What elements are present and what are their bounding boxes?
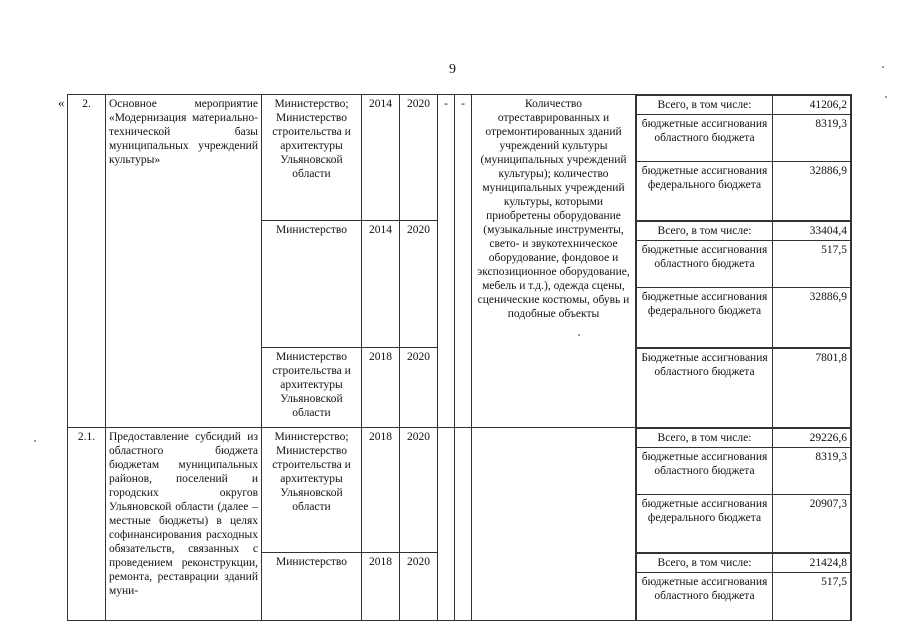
finance-label: Всего, в том числе: [637,221,773,240]
page-number: 9 [449,62,456,77]
start-year: 2018 [362,348,400,428]
activity-name: Предоставление субсидий из областного бюджета бюджетам муниципальных районов, поселений и городских округов Ульяновской области (далее – местные бюджеты) в целях софинансирования расходных обязательств, связанных с проведением реконструкции, ремонта, реставрации зданий муни- [106,427,262,620]
table-row [68,95,852,221]
finance-label: Всего, в том числе: [637,554,773,573]
executor: Министерство; Министерство строительства и архитектуры Ульяновской области [262,427,362,553]
target-indicator: Количество отреставрированных и отремонтированных зданий учреждений культуры (муниципальных учреждений культуры); количество муниципальных учреждений культуры, которыми приобретены оборудование (музыкальные инструменты, свето- и звукотехническое оборудование, фондовое и экспозиционное оборудование, мебель и т.д.), одежда сцены, сценические костюмы, обувь и подобные объекты [472,95,636,428]
finance-cell [636,95,852,221]
scan-speck [885,96,887,98]
finance-label: бюджетные ассигнования областного бюджета [637,573,773,620]
finance-value: 32886,9 [773,287,851,347]
finance-table [636,428,851,553]
empty-cell [455,427,472,620]
empty-cell [438,427,455,620]
end-year: 2020 [400,95,438,221]
finance-value: 21424,8 [773,554,851,573]
finance-label: Бюджетные ассигнования областного бюджета [637,349,773,427]
finance-cell [636,427,852,553]
finance-label: бюджетные ассигнования областного бюджета [637,447,773,494]
finance-value: 517,5 [773,240,851,287]
finance-label: бюджетные ассигнования областного бюджета [637,240,773,287]
scan-speck [882,66,884,68]
finance-table [636,95,851,220]
finance-label: бюджетные ассигнования федерального бюджета [637,494,773,552]
finance-table [636,221,851,348]
finance-table [636,348,851,427]
finance-label: бюджетные ассигнования областного бюджета [637,115,773,162]
finance-value: 20907,3 [773,494,851,552]
row-number: 2.1. [68,427,106,620]
dash-cell: - [438,95,455,428]
finance-cell [636,553,852,621]
open-quote-mark: « [58,95,65,110]
end-year: 2020 [400,348,438,428]
start-year: 2014 [362,220,400,348]
end-year: 2020 [400,427,438,553]
start-year: 2018 [362,553,400,621]
start-year: 2014 [362,95,400,221]
scan-speck [34,440,36,442]
empty-cell [472,427,636,620]
executor: Министерство [262,553,362,621]
finance-table [636,553,851,620]
finance-value: 32886,9 [773,162,851,220]
finance-value: 7801,8 [773,349,851,427]
finance-label: бюджетные ассигнования федерального бюджета [637,162,773,220]
executor: Министерство; Министерство строительства и архитектуры Ульяновской области [262,95,362,221]
finance-value: 41206,2 [773,96,851,115]
activity-name: Основное мероприятие «Модернизация материально-технической базы муниципальных учреждений культуры» [106,95,262,428]
finance-cell [636,348,852,428]
start-year: 2018 [362,427,400,553]
executor: Министерство строительства и архитектуры Ульяновской области [262,348,362,428]
finance-label: Всего, в том числе: [637,96,773,115]
finance-value: 29226,6 [773,428,851,447]
executor: Министерство [262,220,362,348]
finance-value: 8319,3 [773,115,851,162]
finance-value: 33404,4 [773,221,851,240]
table-row [68,427,852,553]
finance-value: 8319,3 [773,447,851,494]
finance-cell [636,220,852,348]
program-table [67,94,852,621]
finance-label: Всего, в том числе: [637,428,773,447]
end-year: 2020 [400,553,438,621]
finance-value: 517,5 [773,573,851,620]
finance-label: бюджетные ассигнования федерального бюджета [637,287,773,347]
row-number: 2. [68,95,106,428]
end-year: 2020 [400,220,438,348]
dash-cell: - [455,95,472,428]
scan-speck [578,334,580,336]
